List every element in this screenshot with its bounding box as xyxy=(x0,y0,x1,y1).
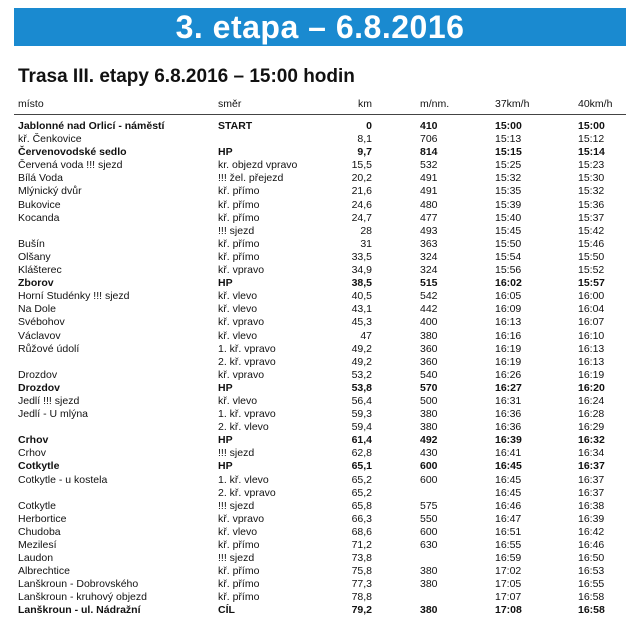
cell-time-37: 17:08 xyxy=(495,604,522,617)
header-direction: směr xyxy=(218,98,242,110)
cell-time-37: 16:27 xyxy=(495,381,522,394)
table-row xyxy=(0,526,629,539)
cell-km: 40,5 xyxy=(351,290,372,303)
cell-altitude: 542 xyxy=(420,290,438,303)
cell-place: Cotkytle xyxy=(18,460,60,473)
cell-direction: 1. kř. vpravo xyxy=(218,408,276,421)
cell-km: 61,4 xyxy=(351,434,372,447)
table-row xyxy=(0,434,629,447)
table-row xyxy=(0,356,629,369)
cell-time-37: 16:55 xyxy=(495,539,522,551)
cell-time-40: 16:38 xyxy=(578,499,605,512)
cell-time-40: 16:37 xyxy=(578,473,605,486)
cell-time-37: 16:46 xyxy=(495,499,522,512)
cell-place: Červená voda !!! sjezd xyxy=(18,159,123,172)
table-row xyxy=(0,447,629,460)
table-row xyxy=(0,330,629,343)
cell-time-40: 16:00 xyxy=(578,290,605,303)
cell-time-37: 15:40 xyxy=(495,211,522,224)
cell-km: 75,8 xyxy=(351,565,372,578)
table-row xyxy=(0,500,629,513)
header-altitude: m/nm. xyxy=(420,98,450,110)
cell-direction: HP xyxy=(218,434,233,447)
cell-direction: !!! sjezd xyxy=(218,552,255,565)
cell-direction: kř. vpravo xyxy=(218,264,265,277)
table-row xyxy=(0,146,629,159)
cell-time-40: 15:23 xyxy=(578,159,605,172)
cell-direction: 1. kř. vpravo xyxy=(218,342,276,355)
cell-time-37: 16:41 xyxy=(495,447,522,460)
table-row xyxy=(0,539,629,552)
cell-place: Mezilesí xyxy=(18,539,57,551)
cell-place: Klášterec xyxy=(18,264,62,277)
cell-time-40: 15:14 xyxy=(578,146,605,159)
cell-time-37: 16:39 xyxy=(495,434,522,447)
cell-time-37: 17:02 xyxy=(495,565,522,578)
cell-time-37: 16:45 xyxy=(495,473,522,486)
table-row xyxy=(0,578,629,591)
cell-km: 8,1 xyxy=(357,133,372,146)
cell-altitude: 570 xyxy=(420,381,438,394)
header-time-37: 37km/h xyxy=(495,98,530,110)
cell-altitude: 515 xyxy=(420,277,438,290)
table-row xyxy=(0,487,629,500)
cell-km: 56,4 xyxy=(351,394,372,407)
cell-altitude: 442 xyxy=(420,303,438,316)
cell-time-40: 16:28 xyxy=(578,408,605,421)
table-row xyxy=(0,513,629,526)
cell-km: 53,2 xyxy=(351,368,372,381)
cell-km: 15,5 xyxy=(351,159,372,172)
cell-time-40: 16:04 xyxy=(578,303,605,316)
table-row xyxy=(0,591,629,604)
cell-altitude: 380 xyxy=(420,578,438,591)
cell-time-37: 16:59 xyxy=(495,552,522,565)
cell-time-40: 15:36 xyxy=(578,198,605,211)
cell-altitude: 380 xyxy=(420,329,438,342)
cell-time-40: 16:50 xyxy=(578,552,605,565)
table-row xyxy=(0,120,629,133)
cell-place: Bušín xyxy=(18,237,45,250)
cell-time-37: 16:47 xyxy=(495,512,522,525)
cell-km: 62,8 xyxy=(351,447,372,460)
cell-direction: 2. kř. vlevo xyxy=(218,421,269,434)
cell-km: 24,6 xyxy=(351,198,372,211)
cell-place: Lanškroun - kruhový objezd xyxy=(18,591,147,604)
cell-direction: kř. přímo xyxy=(218,565,260,578)
cell-place: Růžové údolí xyxy=(18,342,80,355)
cell-direction: kř. přímo xyxy=(218,539,260,551)
cell-time-40: 15:30 xyxy=(578,172,605,185)
cell-time-37: 15:39 xyxy=(495,198,522,211)
cell-altitude: 550 xyxy=(420,512,438,525)
cell-km: 33,5 xyxy=(351,250,372,263)
cell-time-37: 17:05 xyxy=(495,578,522,591)
cell-altitude: 380 xyxy=(420,565,438,578)
cell-place: Svébohov xyxy=(18,316,65,329)
cell-place: Zborov xyxy=(18,277,54,290)
cell-time-40: 15:12 xyxy=(578,133,605,146)
cell-place: Albrechtice xyxy=(18,565,70,578)
cell-altitude: 477 xyxy=(420,211,438,224)
cell-place: Mlýnický dvůr xyxy=(18,185,82,198)
header-km: km xyxy=(358,98,372,110)
cell-direction: !!! sjezd xyxy=(218,499,255,512)
cell-altitude: 706 xyxy=(420,133,438,146)
cell-time-37: 17:07 xyxy=(495,591,522,604)
table-row xyxy=(0,460,629,473)
cell-altitude: 360 xyxy=(420,355,438,368)
cell-km: 59,3 xyxy=(351,408,372,421)
table-row xyxy=(0,421,629,434)
cell-km: 34,9 xyxy=(351,264,372,277)
banner-title: 3. etapa – 6.8.2016 xyxy=(175,8,465,45)
cell-km: 0 xyxy=(366,120,372,132)
cell-direction: kř. vlevo xyxy=(218,290,258,303)
cell-place: Olšany xyxy=(18,250,51,263)
cell-altitude: 324 xyxy=(420,264,438,277)
cell-km: 31 xyxy=(360,237,372,250)
table-row xyxy=(0,382,629,395)
table-row xyxy=(0,238,629,251)
cell-direction: HP xyxy=(218,277,233,290)
cell-time-37: 15:35 xyxy=(495,185,522,198)
cell-place: Jedlí - U mlýna xyxy=(18,408,89,421)
cell-time-37: 16:02 xyxy=(495,277,522,290)
cell-time-40: 15:50 xyxy=(578,250,605,263)
cell-place: Jedlí !!! sjezd xyxy=(18,394,80,407)
header-time-40: 40km/h xyxy=(578,98,613,110)
table-row xyxy=(0,552,629,565)
cell-place: kř. Čenkovice xyxy=(18,133,82,146)
cell-time-40: 15:00 xyxy=(578,120,605,132)
cell-direction: !!! sjezd xyxy=(218,224,255,237)
table-row xyxy=(0,343,629,356)
table-row xyxy=(0,251,629,264)
cell-time-40: 16:13 xyxy=(578,355,605,368)
cell-time-37: 15:25 xyxy=(495,159,522,172)
cell-altitude: 324 xyxy=(420,250,438,263)
cell-direction: kř. vlevo xyxy=(218,329,258,342)
cell-place: Drozdov xyxy=(18,368,58,381)
cell-altitude: 363 xyxy=(420,237,438,250)
cell-km: 53,8 xyxy=(351,381,372,394)
cell-time-40: 15:46 xyxy=(578,237,605,250)
cell-altitude: 493 xyxy=(420,224,438,237)
table-row xyxy=(0,369,629,382)
cell-time-40: 16:39 xyxy=(578,512,605,525)
cell-direction: kř. vpravo xyxy=(218,316,265,329)
cell-direction: kr. objezd vpravo xyxy=(218,159,298,172)
cell-time-37: 16:09 xyxy=(495,303,522,316)
table-row xyxy=(0,133,629,146)
route-title: Trasa III. etapy 6.8.2016 – 15:00 hodin xyxy=(18,66,355,87)
cell-time-37: 16:19 xyxy=(495,342,522,355)
cell-time-40: 16:19 xyxy=(578,368,605,381)
table-row xyxy=(0,303,629,316)
cell-time-37: 15:15 xyxy=(495,146,522,159)
cell-time-40: 16:32 xyxy=(578,434,605,447)
cell-direction: kř. přímo xyxy=(218,198,260,211)
cell-altitude: 492 xyxy=(420,434,438,447)
cell-altitude: 575 xyxy=(420,499,438,512)
cell-time-37: 15:56 xyxy=(495,264,522,277)
table-row xyxy=(0,225,629,238)
cell-km: 20,2 xyxy=(351,172,372,185)
cell-place: Jablonné nad Orlicí - náměstí xyxy=(18,120,165,132)
cell-altitude: 380 xyxy=(420,421,438,434)
cell-time-37: 15:54 xyxy=(495,250,522,263)
cell-place: Bukovice xyxy=(18,198,61,211)
cell-time-37: 16:36 xyxy=(495,421,522,434)
cell-altitude: 491 xyxy=(420,172,438,185)
cell-km: 65,2 xyxy=(351,486,372,499)
cell-place: Crhov xyxy=(18,447,47,460)
cell-km: 24,7 xyxy=(351,211,372,224)
cell-km: 45,3 xyxy=(351,316,372,329)
cell-direction: HP xyxy=(218,146,233,159)
table-row xyxy=(0,565,629,578)
cell-time-37: 16:19 xyxy=(495,355,522,368)
cell-time-37: 16:45 xyxy=(495,486,522,499)
cell-altitude: 500 xyxy=(420,394,438,407)
cell-place: Červenovodské sedlo xyxy=(18,146,127,159)
table-row xyxy=(0,212,629,225)
cell-direction: kř. vlevo xyxy=(218,525,258,538)
cell-km: 49,2 xyxy=(351,355,372,368)
cell-time-37: 15:00 xyxy=(495,120,522,132)
cell-altitude: 630 xyxy=(420,539,438,551)
cell-altitude: 380 xyxy=(420,408,438,421)
cell-km: 59,4 xyxy=(351,421,372,434)
cell-place: Cotkytle - u kostela xyxy=(18,473,108,486)
cell-altitude: 600 xyxy=(420,473,438,486)
table-row xyxy=(0,159,629,172)
cell-direction: kř. přímo xyxy=(218,591,260,604)
cell-time-37: 16:16 xyxy=(495,329,522,342)
cell-direction: kř. vlevo xyxy=(218,303,258,316)
cell-direction: kř. přímo xyxy=(218,250,260,263)
cell-time-37: 15:50 xyxy=(495,237,522,250)
table-row xyxy=(0,172,629,185)
cell-time-40: 15:32 xyxy=(578,185,605,198)
cell-time-40: 15:52 xyxy=(578,264,605,277)
cell-time-40: 16:29 xyxy=(578,421,605,434)
route-table xyxy=(0,120,629,618)
cell-altitude: 600 xyxy=(420,525,438,538)
cell-km: 78,8 xyxy=(351,591,372,604)
table-header xyxy=(0,98,629,112)
table-row xyxy=(0,264,629,277)
cell-time-37: 15:45 xyxy=(495,224,522,237)
cell-time-37: 16:36 xyxy=(495,408,522,421)
cell-altitude: 814 xyxy=(420,146,438,159)
table-row xyxy=(0,408,629,421)
cell-km: 77,3 xyxy=(351,578,372,591)
table-row xyxy=(0,290,629,303)
table-row xyxy=(0,395,629,408)
cell-time-40: 16:42 xyxy=(578,525,605,538)
cell-place: Václavov xyxy=(18,329,61,342)
cell-place: Horní Studénky !!! sjezd xyxy=(18,290,130,303)
cell-time-40: 16:55 xyxy=(578,578,605,591)
cell-time-37: 15:13 xyxy=(495,133,522,146)
cell-time-40: 16:37 xyxy=(578,486,605,499)
cell-direction: kř. přímo xyxy=(218,578,260,591)
cell-place: Crhov xyxy=(18,434,49,447)
cell-time-40: 16:34 xyxy=(578,447,605,460)
cell-altitude: 400 xyxy=(420,316,438,329)
cell-direction: 2. kř. vpravo xyxy=(218,486,276,499)
cell-place: Laudon xyxy=(18,552,54,565)
cell-time-40: 15:57 xyxy=(578,277,605,290)
table-row xyxy=(0,199,629,212)
table-row xyxy=(0,604,629,617)
cell-direction: kř. přímo xyxy=(218,185,260,198)
cell-place: Drozdov xyxy=(18,381,60,394)
cell-direction: kř. vpravo xyxy=(218,512,265,525)
cell-km: 66,3 xyxy=(351,512,372,525)
cell-time-37: 16:05 xyxy=(495,290,522,303)
cell-altitude: 360 xyxy=(420,342,438,355)
cell-km: 68,6 xyxy=(351,525,372,538)
cell-time-37: 16:13 xyxy=(495,316,522,329)
cell-direction: kř. přímo xyxy=(218,211,260,224)
cell-direction: kř. vpravo xyxy=(218,368,265,381)
cell-time-40: 16:58 xyxy=(578,604,605,617)
header-divider xyxy=(14,114,626,115)
cell-direction: 1. kř. vlevo xyxy=(218,473,269,486)
cell-altitude: 540 xyxy=(420,368,438,381)
cell-time-40: 16:07 xyxy=(578,316,605,329)
cell-direction: !!! sjezd xyxy=(218,447,255,460)
cell-direction: CÍL xyxy=(218,604,235,617)
cell-direction: kř. vlevo xyxy=(218,394,258,407)
cell-direction: START xyxy=(218,120,253,132)
table-row xyxy=(0,316,629,329)
cell-time-40: 16:13 xyxy=(578,342,605,355)
cell-time-37: 16:26 xyxy=(495,368,522,381)
cell-altitude: 380 xyxy=(420,604,438,617)
cell-km: 21,6 xyxy=(351,185,372,198)
cell-place: Na Dole xyxy=(18,303,56,316)
table-row xyxy=(0,474,629,487)
cell-altitude: 430 xyxy=(420,447,438,460)
cell-km: 65,1 xyxy=(351,460,372,473)
cell-km: 79,2 xyxy=(351,604,372,617)
cell-altitude: 480 xyxy=(420,198,438,211)
cell-km: 65,2 xyxy=(351,473,372,486)
cell-altitude: 410 xyxy=(420,120,438,132)
cell-altitude: 532 xyxy=(420,159,438,172)
cell-time-40: 16:10 xyxy=(578,329,605,342)
cell-km: 73,8 xyxy=(351,552,372,565)
cell-time-40: 16:46 xyxy=(578,539,605,551)
cell-place: Herbortice xyxy=(18,512,67,525)
cell-time-37: 16:31 xyxy=(495,394,522,407)
cell-km: 28 xyxy=(360,224,372,237)
cell-time-40: 16:20 xyxy=(578,381,605,394)
cell-time-40: 16:53 xyxy=(578,565,605,578)
cell-altitude: 491 xyxy=(420,185,438,198)
cell-direction: 2. kř. vpravo xyxy=(218,355,276,368)
cell-km: 38,5 xyxy=(351,277,372,290)
cell-time-40: 16:58 xyxy=(578,591,605,604)
table-row xyxy=(0,277,629,290)
cell-direction: HP xyxy=(218,381,233,394)
stage-banner xyxy=(14,8,626,46)
cell-time-40: 15:37 xyxy=(578,211,605,224)
cell-time-37: 16:45 xyxy=(495,460,522,473)
cell-direction: HP xyxy=(218,460,233,473)
cell-time-40: 16:24 xyxy=(578,394,605,407)
cell-place: Chudoba xyxy=(18,525,61,538)
cell-direction: kř. přímo xyxy=(218,237,260,250)
cell-km: 43,1 xyxy=(351,303,372,316)
cell-time-40: 16:37 xyxy=(578,460,605,473)
cell-place: Lanškroun - Dobrovského xyxy=(18,578,139,591)
cell-time-37: 15:32 xyxy=(495,172,522,185)
cell-place: Cotkytle xyxy=(18,499,56,512)
cell-km: 9,7 xyxy=(357,146,372,159)
cell-time-37: 16:51 xyxy=(495,525,522,538)
cell-place: Lanškroun - ul. Nádražní xyxy=(18,604,141,617)
cell-place: Kocanda xyxy=(18,211,60,224)
cell-km: 71,2 xyxy=(351,539,372,551)
cell-altitude: 600 xyxy=(420,460,438,473)
cell-place: Bílá Voda xyxy=(18,172,63,185)
cell-km: 49,2 xyxy=(351,342,372,355)
header-place: místo xyxy=(18,98,44,110)
cell-km: 65,8 xyxy=(351,499,372,512)
cell-direction: !!! žel. přejezd xyxy=(218,172,284,185)
cell-time-40: 15:42 xyxy=(578,224,605,237)
table-row xyxy=(0,185,629,198)
cell-km: 47 xyxy=(360,329,372,342)
